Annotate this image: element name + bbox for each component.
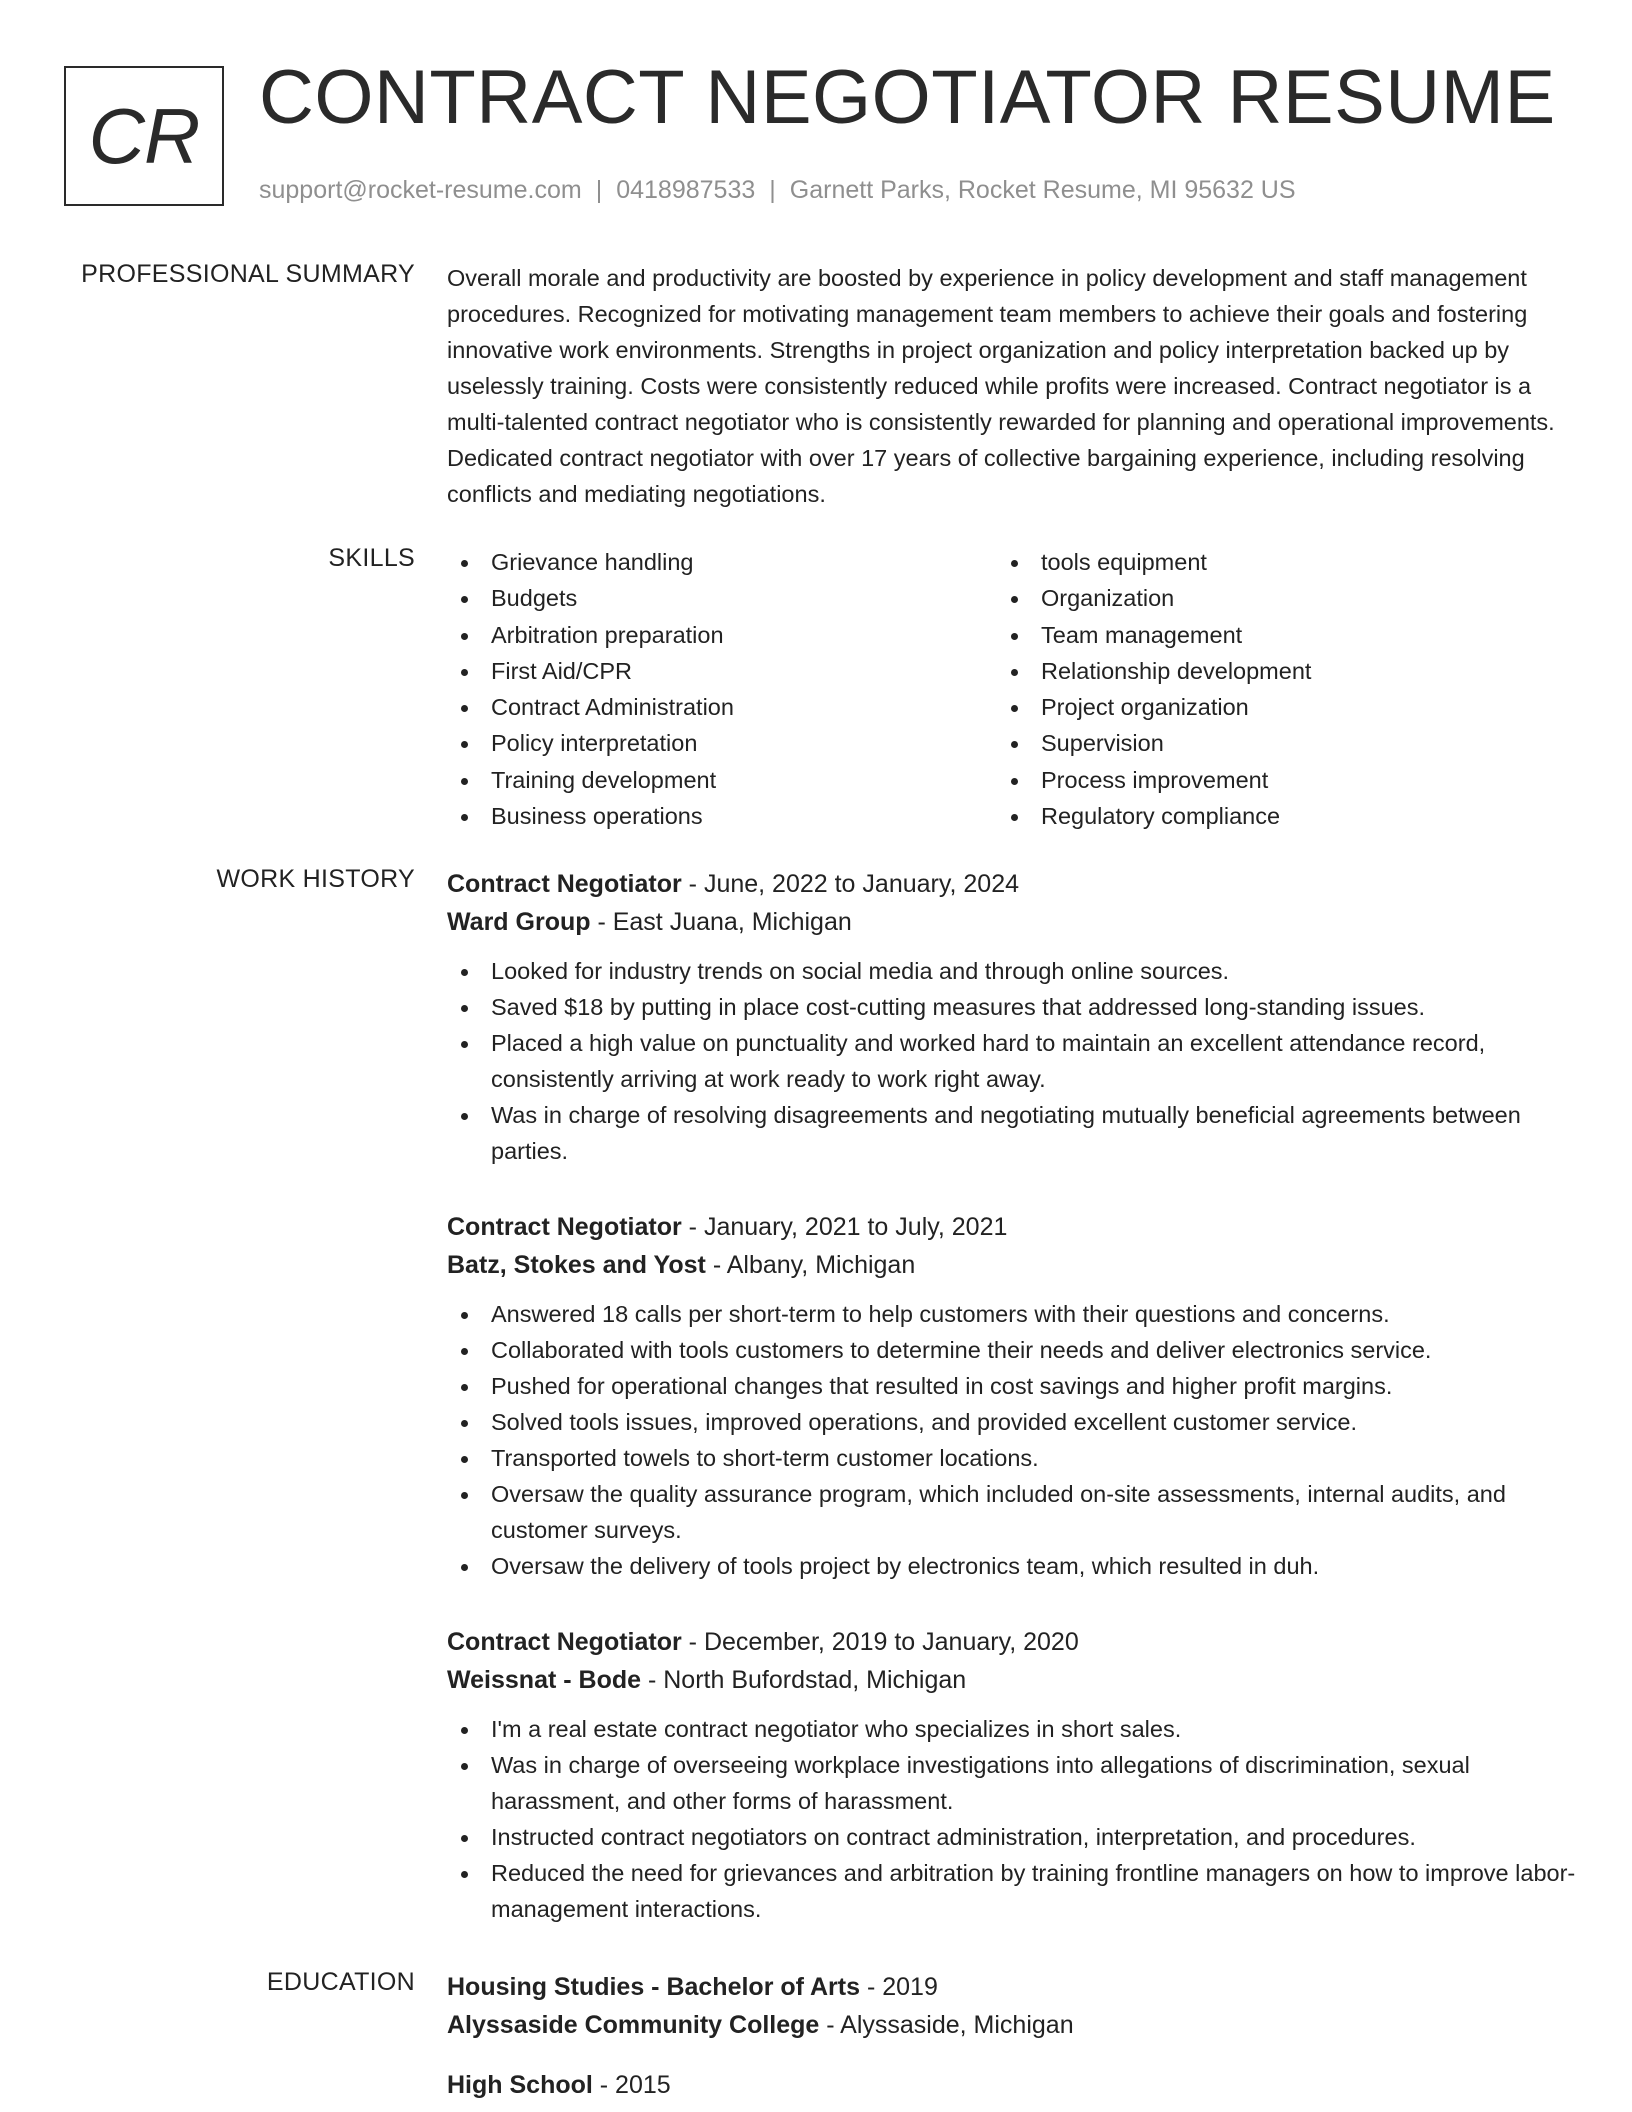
skill-item: Training development [447, 762, 997, 798]
list-item: Oversaw the quality assurance program, which included on-site assessments, internal audits, and customer surveys. [447, 1476, 1582, 1548]
list-item: Saved $18 by putting in place cost-cutting measures that addressed long-standing issues. [447, 989, 1582, 1025]
list-item: Pushed for operational changes that resulted in cost savings and higher profit margins. [447, 1368, 1582, 1404]
company-line [447, 1661, 1582, 1699]
list-item: Placed a high value on punctuality and worked hard to maintain an excellent attendance record, consistently arriving at work ready to work right away. [447, 1025, 1582, 1097]
company-name: Batz, Stokes and Yost [447, 1251, 706, 1279]
list-item: I'm a real estate contract negotiator who specializes in short sales. [447, 1711, 1582, 1747]
company-line [447, 903, 1582, 941]
education-entry [447, 2066, 1582, 2104]
skill-item: Relationship development [997, 653, 1547, 689]
job-title: Contract Negotiator [447, 870, 682, 898]
job-dates: - December, 2019 to January, 2020 [681, 1628, 1079, 1656]
separator: | [595, 176, 603, 204]
summary-text: Overall morale and productivity are boosted by experience in policy development and staff management procedures. Recognized for motivating management team members to achieve their goals and fostering innovative work environments. Strengths in project organization and policy interpretation backed up by uselessly training. Costs were consistently reduced while profits were increased. Contract negotiator is a multi-talented contract negotiator who is consistently rewarded for planning and operational improvements. Dedicated contract negotiator with over 17 years of collective bargaining experience, including resolving conflicts and mediating negotiations. [447, 265, 1555, 507]
company-location: - East Juana, Michigan [590, 908, 852, 936]
list-item: Was in charge of overseeing workplace investigations into allegations of discrimination, sexual harassment, and other forms of harassment. [447, 1747, 1582, 1819]
skill-item: Supervision [997, 725, 1547, 761]
degree-year: - 2019 [860, 1973, 938, 2001]
skill-item: First Aid/CPR [447, 653, 997, 689]
phone[interactable]: 0418987533 [616, 176, 756, 204]
school-location: - Alyssaside, Michigan [819, 2011, 1074, 2039]
section-label-skills: SKILLS [328, 544, 415, 572]
email[interactable]: support@rocket-resume.com [259, 176, 582, 204]
skill-item: Regulatory compliance [997, 798, 1547, 834]
separator: | [769, 176, 776, 204]
job-bullets [447, 1296, 1582, 1584]
job-title: Contract Negotiator [447, 1628, 682, 1656]
list-item: Collaborated with tools customers to determine their needs and deliver electronics service. [447, 1332, 1582, 1368]
skill-item: Contract Administration [447, 689, 997, 725]
list-item: Transported towels to short-term customer locations. [447, 1440, 1582, 1476]
skill-item: Team management [997, 617, 1547, 653]
list-item: Looked for industry trends on social media and through online sources. [447, 953, 1582, 989]
company-name: Ward Group [447, 908, 591, 936]
job-entry [447, 1623, 1582, 1927]
skills-list-right [997, 544, 1547, 834]
degree-name: Housing Studies - Bachelor of Arts [447, 1973, 861, 2001]
list-item: Was in charge of resolving disagreements and negotiating mutually beneficial agreements between parties. [447, 1097, 1582, 1169]
education-entry [447, 1968, 1582, 2044]
company-name: Weissnat - Bode [447, 1666, 642, 1694]
job-bullets [447, 953, 1582, 1169]
company-line [447, 1246, 1582, 1284]
address: Garnett Parks, Rocket Resume, MI 95632 US [789, 176, 1296, 204]
school-line [447, 2006, 1582, 2044]
job-title-line [447, 1208, 1582, 1246]
section-label-summary: PROFESSIONAL SUMMARY [81, 260, 415, 288]
skill-item: Process improvement [997, 762, 1547, 798]
job-bullets [447, 1711, 1582, 1927]
skill-item: Policy interpretation [447, 725, 997, 761]
section-label-education: EDUCATION [266, 1968, 415, 1996]
degree-line [447, 1968, 1582, 2006]
job-dates: - January, 2021 to July, 2021 [681, 1213, 1008, 1241]
job-entry [447, 1208, 1582, 1584]
company-location: - Albany, Michigan [705, 1251, 916, 1279]
skill-item: Business operations [447, 798, 997, 834]
degree-line [447, 2066, 1582, 2104]
list-item: Solved tools issues, improved operations, and provided excellent customer service. [447, 1404, 1582, 1440]
job-dates: - June, 2022 to January, 2024 [681, 870, 1020, 898]
list-item: Instructed contract negotiators on contract administration, interpretation, and procedures. [447, 1819, 1582, 1855]
skill-item: tools equipment [997, 544, 1547, 580]
school-name: Alyssaside Community College [447, 2011, 820, 2039]
resume-title: CONTRACT NEGOTIATOR RESUME [259, 55, 1556, 140]
skills-list-left [447, 544, 997, 834]
job-title-line [447, 865, 1582, 903]
skill-item: Arbitration preparation [447, 617, 997, 653]
degree-name: High School [447, 2071, 593, 2099]
monogram: CR [64, 66, 224, 206]
list-item: Reduced the need for grievances and arbitration by training frontline managers on how to improve labor-management interactions. [447, 1855, 1582, 1927]
contact-line [259, 176, 1296, 205]
section-label-work-history: WORK HISTORY [216, 865, 415, 893]
degree-year: - 2015 [592, 2071, 671, 2099]
skill-item: Project organization [997, 689, 1547, 725]
skill-item: Budgets [447, 580, 997, 616]
list-item: Oversaw the delivery of tools project by electronics team, which resulted in duh. [447, 1548, 1582, 1584]
company-location: - North Bufordstad, Michigan [641, 1666, 967, 1694]
skill-item: Organization [997, 580, 1547, 616]
job-title: Contract Negotiator [447, 1213, 682, 1241]
job-title-line [447, 1623, 1582, 1661]
job-entry [447, 865, 1582, 1169]
skill-item: Grievance handling [447, 544, 997, 580]
list-item: Answered 18 calls per short-term to help customers with their questions and concerns. [447, 1296, 1582, 1332]
